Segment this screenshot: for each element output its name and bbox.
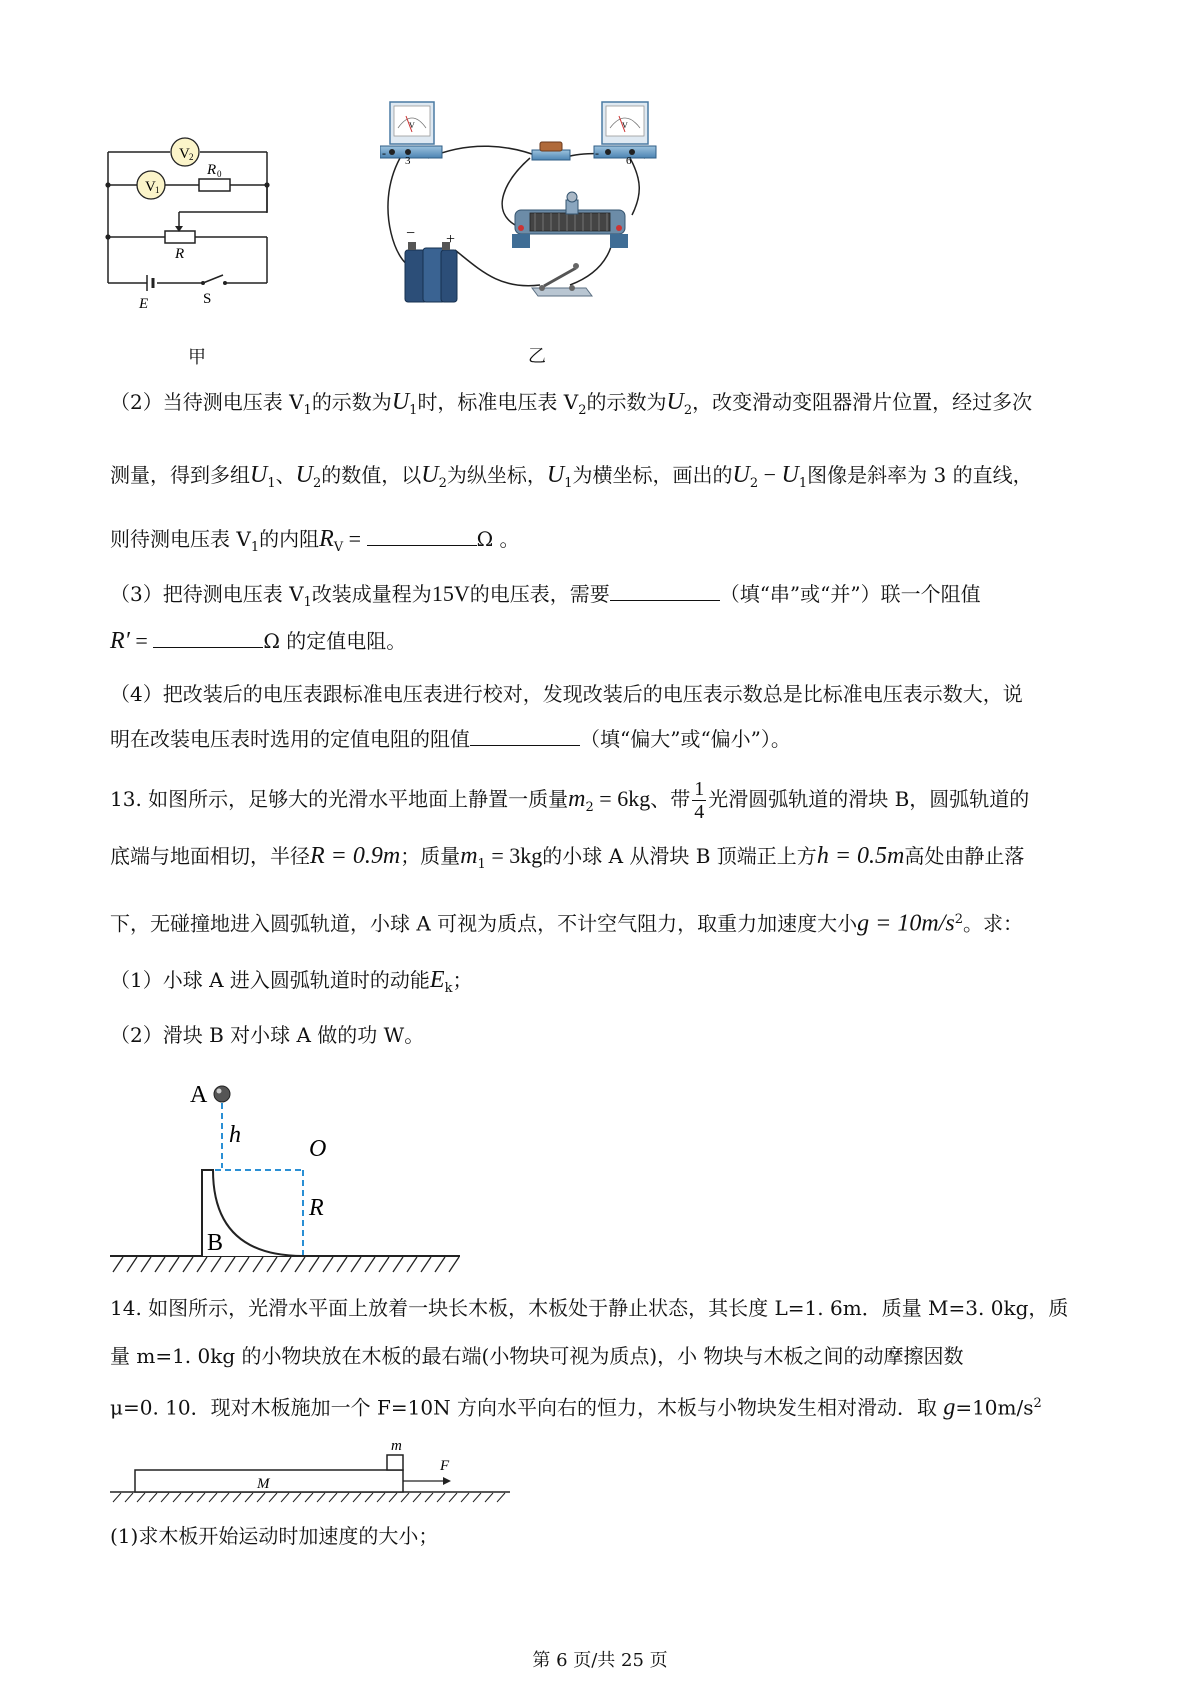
answer-blank-series-parallel[interactable] [610,580,720,601]
v1-label: V [145,179,156,195]
small-block [387,1455,403,1470]
slope-figure [105,1060,485,1280]
q14-line1: 14. 如图所示，光滑水平面上放着一块长木板，木板处于静止状态，其长度 L=1. 6m．质量 M=3. 0kg，质 [110,1296,1069,1320]
battery-minus: − [406,225,416,242]
e-label: E [139,296,149,312]
label-M: M [257,1476,270,1492]
s-label: S [203,291,212,307]
q12-part3-line1: （3）把待测电压表 $V_1$改装成量程为15V的电压表，需要 （填“串”或“并”）联一个阻值 [110,581,981,610]
q14-part1: (1)求木板开始运动时加速度的大小； [110,1524,439,1548]
meter-left-minus: - [382,146,386,160]
q13-part1: （1）小球 A 进入圆弧轨道时的动能$E_k$； [110,967,473,996]
q13-part2: （2）滑块 B 对小球 A 做的功 W。 [110,1023,425,1047]
q12-part3-line2: R′ = Ω 的定值电阻。 [110,628,407,654]
q12-part2-line3: 则待测电压表 $V_1$的内阻$R_V = \Omega$ 。 [110,526,520,555]
r0-label: R [207,162,217,178]
apparatus-illustration [380,100,720,340]
q13-line3: 下，无碰撞地进入圆弧轨道，小球 A 可视为质点，不计空气阻力，取重力加速度大小$g = 10m/s^2$。求： [110,910,1023,937]
svg-text:V: V [622,121,628,130]
meter-right-minus: - [595,146,599,160]
label-h: h [229,1122,241,1148]
answer-blank-resistor[interactable] [153,627,263,648]
q12-part2-line1: （2）当待测电压表 $V_1$的示数为$U_1$时，标准电压表 $V_2$的示数为$U_2$，改变滑动变阻器滑片位置，经过多次 [110,389,1033,418]
quarter-fraction: $\frac{1}{4}$ [694,778,705,823]
q12-part4-line1: （4）把改装后的电压表跟标准电压表进行校对，发现改装后的电压表示数总是比标准电压表示数大，说 [110,682,1023,706]
q13-line1: 13. 如图所示，足够大的光滑水平地面上静置一质量$m_2 = 6kg$、带 $\frac{1}{4}$ 光滑圆弧轨道的滑块 B，圆弧轨道的 [110,778,1030,823]
answer-blank-larger-smaller[interactable] [470,725,580,746]
label-r: R [309,1195,324,1221]
svg-text:V: V [409,121,415,130]
figure-caption-yi: 乙 [528,346,546,367]
q12-part2-line2: 测量，得到多组$U_1$、$U_2$的数值，以$U_2$为纵坐标，$U_1$为横坐标，画出的$U_2 - U_1$图像是斜率为 3 的直线， [110,462,1033,491]
figure-caption-jia: 甲 [188,347,206,368]
label-m: m [391,1438,402,1454]
meter-right-range: 6 [626,155,632,167]
v2-sub: 2 [189,152,194,162]
left-voltmeter [380,102,442,167]
label-o: O [309,1136,327,1162]
battery-pack [405,225,457,302]
rheostat [512,192,628,248]
v1-sub: 1 [155,185,160,195]
right-voltmeter [594,102,656,167]
r-label: R [175,246,185,262]
meter-left-range: 3 [405,155,411,167]
q13-line2: 底端与地面相切，半径R = 0.9m；质量$m_1 = 3kg$的小球 A 从滑块 B 顶端正上方h = 0.5m高处由静止落 [110,843,1025,872]
q14-line3: μ=0. 10．现对木板施加一个 F=10N 方向水平向右的恒力，木板与小物块发生相对滑动．取 $g=10m/s^2$ [110,1394,1042,1421]
q14-line2: 量 m=1. 0kg 的小物块放在木板的最右端(小物块可视为质点)，小 物块与木板之间的动摩擦因数 [110,1344,964,1368]
board-figure [105,1430,525,1510]
v2-label: V [179,146,190,162]
page-footer: 第 6 页/共 25 页 [532,1650,668,1671]
r0-sub: 0 [217,169,222,179]
q12-part4-line2: 明在改装电压表时选用的定值电阻的阻值 （填“偏大”或“偏小”）。 [110,727,791,751]
circuit-diagram [95,130,295,340]
battery-plus: + [446,231,456,248]
label-F: F [440,1458,450,1474]
answer-blank-rv[interactable] [367,525,477,546]
label-a: A [190,1082,208,1108]
label-b: B [207,1230,224,1256]
